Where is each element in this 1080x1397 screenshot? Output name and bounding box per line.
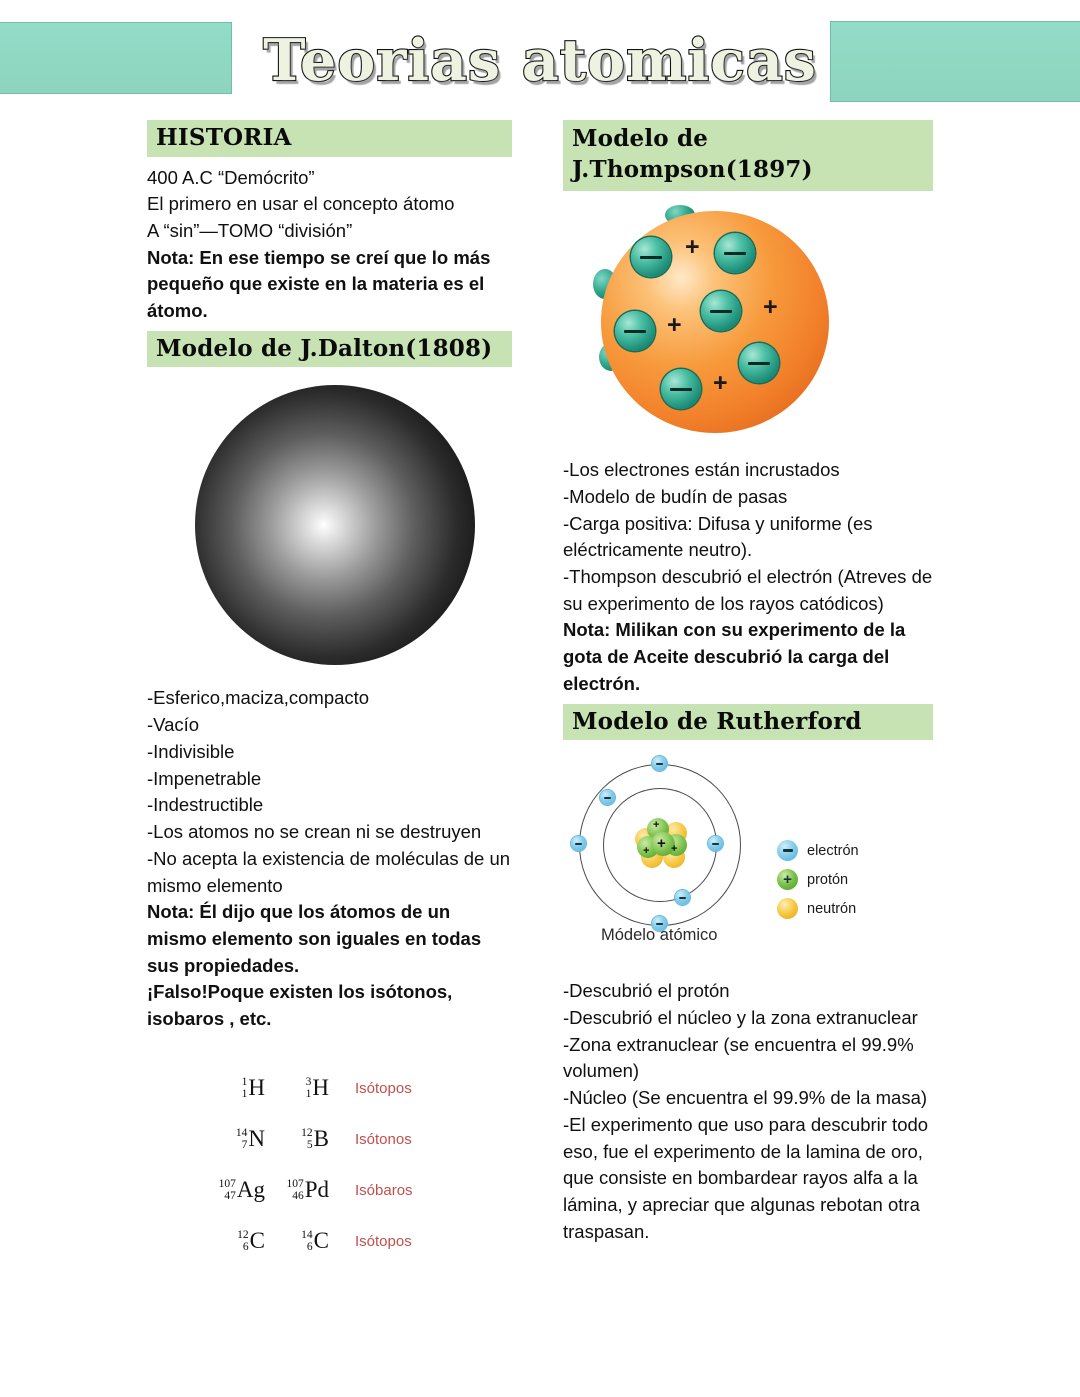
historia-line: El primero en usar el concepto átomo (147, 193, 455, 215)
element-symbol: C (313, 1228, 329, 1254)
dalton-line: -Indestructible (147, 794, 264, 816)
atomic-number: 1 (241, 1087, 248, 1100)
thompson-plum-pudding-diagram (587, 203, 847, 439)
rutherford-line: -Zona extranuclear (se encuentra el 99.9% volumen) (563, 1033, 914, 1082)
nuclide-notation (201, 1126, 265, 1152)
mass-number: 12 (237, 1228, 249, 1241)
positive-charge-plus-icon: + (713, 369, 728, 398)
dalton-line: -Indivisible (147, 740, 235, 762)
element-symbol: H (312, 1075, 329, 1101)
isotope-category-label: Isótopos (355, 1232, 412, 1250)
dalton-line: -Los atomos no se crean ni se destruyen (147, 821, 482, 843)
dalton-note: Nota: Él dijo que los átomos de un mismo elemento son iguales en todas sus propiedades. (147, 901, 482, 976)
thompson-header-line2: J.Thompson(1897) (572, 155, 813, 183)
nuclide-notation (201, 1075, 265, 1101)
rutherford-line: -Descubrió el núcleo y la zona extranuclear (563, 1006, 918, 1028)
right-column (563, 120, 933, 1245)
mass-number: 107 (286, 1177, 304, 1190)
left-column (147, 120, 512, 1267)
dalton-body (147, 685, 512, 1032)
thompson-line: -Los electrones están incrustados (563, 459, 840, 481)
rutherford-atomic-model-diagram (567, 750, 947, 962)
thompson-header-line1: Modelo de (572, 125, 709, 152)
nucleus (635, 818, 689, 870)
mass-number: 14 (235, 1126, 248, 1139)
element-symbol: N (248, 1126, 265, 1152)
positive-charge-plus-icon: + (685, 233, 700, 262)
positive-charge-plus-icon: + (667, 311, 682, 340)
isotope-category-label: Isóbaros (355, 1181, 413, 1199)
rutherford-line: -El experimento que uso para descubrir todo eso, fue el experimento de la lamina de oro, que consiste en bombardear rayos alfa a la lámina, y apreciar que algunas rebotan otra traspasan. (563, 1113, 929, 1242)
isotope-category-label: Isótonos (355, 1130, 412, 1148)
legend-label: neutrón (807, 900, 857, 917)
historia-line: 400 A.C “Demócrito” (147, 166, 315, 188)
dalton-line: -No acepta la existencia de moléculas de un mismo elemento (147, 847, 511, 896)
element-symbol: Ag (236, 1177, 265, 1203)
section-header-thompson (563, 120, 933, 191)
electron-particle (631, 237, 671, 277)
thompson-line: -Thompson descubrió el electrón (Atreves de su experimento de los rayos catódicos) (563, 566, 933, 614)
atomic-number: 1 (305, 1087, 312, 1100)
atomic-number: 46 (292, 1189, 304, 1202)
dalton-solid-sphere-diagram (195, 385, 475, 665)
thompson-body (563, 457, 933, 697)
atomic-number: 6 (242, 1240, 249, 1253)
mass-number: 1 (241, 1075, 248, 1088)
thompson-line: -Modelo de budín de pasas (563, 485, 788, 507)
proton-plus-icon: + (643, 845, 650, 858)
dalton-line: -Impenetrable (147, 767, 262, 789)
legend-item-neutron (777, 898, 856, 919)
isotope-category-label: Isótopos (355, 1079, 412, 1097)
proton-plus-icon: + (657, 835, 666, 853)
isotope-row (201, 1165, 501, 1216)
plus-glyph: + (783, 871, 792, 889)
electron-particle (739, 343, 779, 383)
proton-plus-icon: + (671, 843, 678, 856)
element-symbol: Pd (304, 1177, 329, 1203)
element-symbol: C (249, 1228, 265, 1254)
electron-particle (661, 369, 701, 409)
element-symbol: H (248, 1075, 265, 1101)
historia-line: A “sin”—TOMO “división” (147, 220, 353, 242)
section-header-dalton: Modelo de J.Dalton(1808) (147, 331, 512, 368)
positive-charge-plus-icon: + (763, 293, 778, 322)
diagram-caption: Módelo atómico (601, 926, 718, 945)
decorative-teal-bar-left (0, 22, 232, 94)
dalton-line: -Vacío (147, 714, 200, 736)
nuclide-notation (265, 1075, 329, 1101)
dalton-line: -Esferico,maciza,compacto (147, 687, 370, 709)
historia-body (147, 165, 512, 325)
dalton-false-note: ¡Falso!Poque existen los isótonos, isobaros , etc. (147, 981, 453, 1030)
mass-number: 14 (301, 1228, 313, 1241)
rutherford-body (563, 978, 933, 1245)
atomic-number: 7 (241, 1138, 248, 1151)
atomic-number: 47 (224, 1189, 236, 1202)
section-header-historia: HISTORIA (147, 120, 512, 157)
isotope-row (201, 1216, 501, 1267)
legend-label: protón (807, 871, 849, 888)
decorative-teal-bar-right (830, 21, 1080, 102)
mass-number: 3 (305, 1075, 312, 1088)
neutron-icon (777, 898, 798, 919)
electron-icon (777, 840, 798, 861)
proton-plus-icon: + (653, 819, 660, 832)
isotope-row (201, 1063, 501, 1114)
historia-note: Nota: En ese tiempo se creí que lo más pequeño que existe en la materia es el átomo. (147, 246, 491, 322)
legend-item-electron (777, 840, 859, 861)
nuclide-notation (201, 1228, 265, 1254)
thompson-line: -Carga positiva: Difusa y uniforme (es eléctricamente neutro). (563, 512, 873, 561)
electron-particle (701, 291, 741, 331)
legend-label: electrón (807, 842, 859, 859)
nuclide-notation (265, 1126, 329, 1152)
page-title: Teorias atomicas (263, 26, 817, 94)
mass-number: 12 (301, 1126, 313, 1139)
electron-particle (615, 311, 655, 351)
atomic-number: 5 (306, 1138, 313, 1151)
thompson-note: Nota: Milikan con su experimento de la gota de Aceite descubrió la carga del electrón. (563, 619, 906, 694)
isotope-notation-table (201, 1063, 501, 1267)
nuclide-notation (265, 1228, 329, 1254)
element-symbol: B (313, 1126, 329, 1152)
electron-particle (715, 233, 755, 273)
nuclide-notation (265, 1177, 329, 1203)
isotope-row (201, 1114, 501, 1165)
legend-item-proton (777, 869, 848, 890)
rutherford-line: -Núcleo (Se encuentra el 99.9% de la masa) (563, 1087, 928, 1109)
nuclide-notation (201, 1177, 265, 1203)
section-header-rutherford: Modelo de Rutherford (563, 704, 933, 741)
atomic-number: 6 (306, 1240, 313, 1253)
rutherford-line: -Descubrió el protón (563, 980, 730, 1002)
proton-icon (777, 869, 798, 890)
mass-number: 107 (218, 1177, 236, 1190)
